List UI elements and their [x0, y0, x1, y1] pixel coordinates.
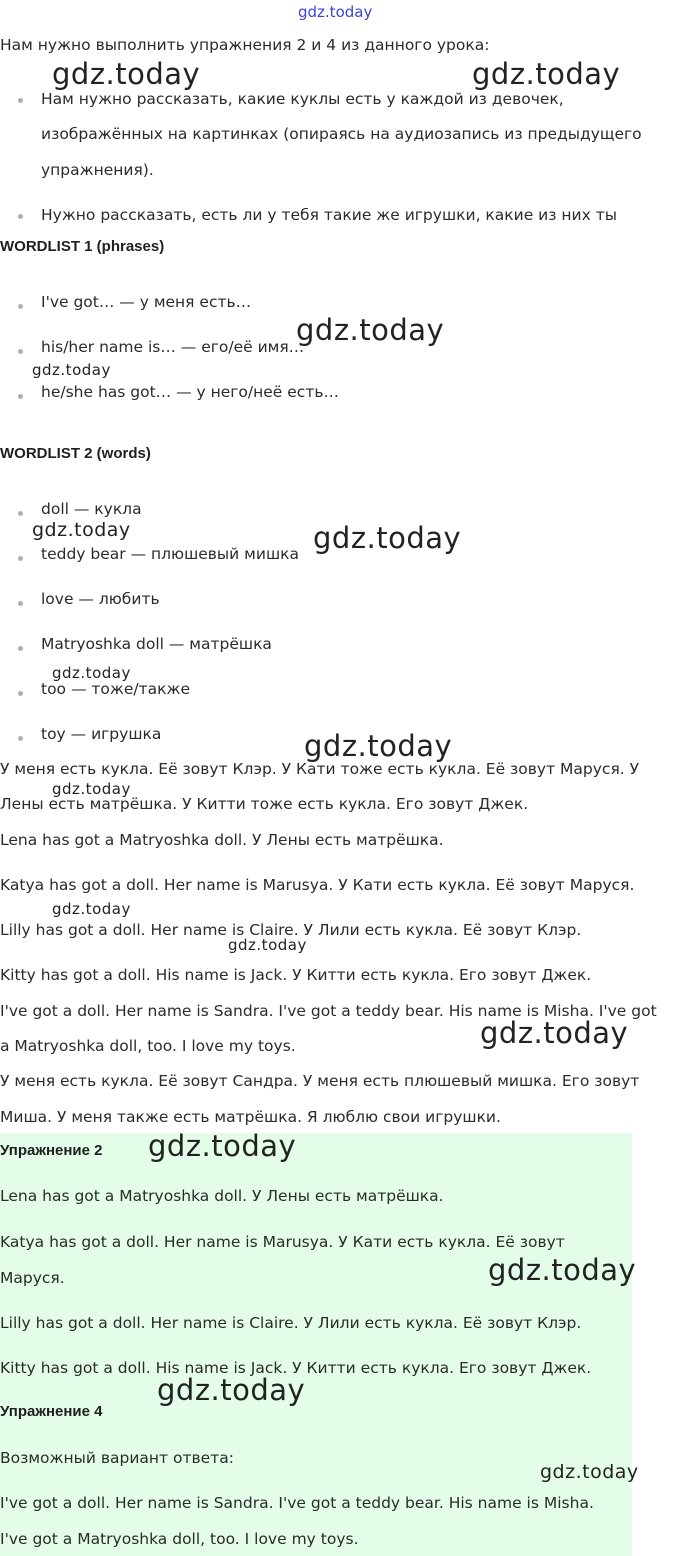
exercise-2-line: Lena has got a Matryoshka doll. У Лены есть матрёшка.: [0, 1187, 444, 1205]
watermark: gdz.today: [148, 1129, 297, 1163]
exercise-4-intro: Возможный вариант ответа:: [0, 1449, 234, 1467]
task-1-line-1: Нам нужно рассказать, какие куклы есть у каждой из девочек,: [41, 90, 564, 108]
wordlist1-item: I've got… — у меня есть…: [41, 293, 252, 311]
wordlist1-item: his/her name is… — его/её имя…: [41, 338, 305, 356]
body-line: Lilly has got a doll. Her name is Claire. У Лили есть кукла. Её зовут Клэр.: [0, 921, 582, 939]
bullet-icon: [18, 691, 23, 696]
watermark: gdz.today: [472, 57, 621, 91]
bullet-icon: [18, 98, 23, 103]
bullet-icon: [18, 556, 23, 561]
wordlist2-item: too — тоже/также: [41, 680, 191, 698]
site-watermark-link[interactable]: gdz.today: [298, 3, 373, 21]
watermark: gdz.today: [157, 1373, 306, 1407]
exercise-2-line: Kitty has got a doll. His name is Jack. У Китти есть кукла. Его зовут Джек.: [0, 1359, 592, 1377]
watermark: gdz.today: [540, 1461, 639, 1483]
exercise-4-line: I've got a Matryoshka doll, too. I love my toys.: [0, 1530, 359, 1548]
body-line: Lena has got a Matryoshka doll. У Лены есть матрёшка.: [0, 831, 444, 849]
bullet-icon: [18, 646, 23, 651]
task-1-line-2: изображённых на картинках (опираясь на аудиозапись из предыдущего: [41, 125, 642, 143]
bullet-icon: [18, 349, 23, 354]
wordlist2-title: WORDLIST 2 (words): [0, 445, 151, 462]
body-line: Katya has got a doll. Her name is Marusya. У Кати есть кукла. Её зовут Маруся.: [0, 876, 635, 894]
intro-text: Нам нужно выполнить упражнения 2 и 4 из данного урока:: [0, 36, 490, 54]
watermark: gdz.today: [480, 1016, 629, 1050]
body-line: Миша. У меня также есть матрёшка. Я люблю свои игрушки.: [0, 1108, 501, 1126]
bullet-icon: [18, 214, 23, 219]
watermark: gdz.today: [32, 519, 131, 541]
wordlist2-item: toy — игрушка: [41, 725, 162, 743]
bullet-icon: [18, 601, 23, 606]
wordlist2-item: Matryoshka doll — матрёшка: [41, 635, 272, 653]
body-line: Kitty has got a doll. His name is Jack. У Китти есть кукла. Его зовут Джек.: [0, 966, 592, 984]
wordlist1-item: he/she has got… — у него/неё есть…: [41, 383, 339, 401]
body-line: У меня есть кукла. Её зовут Сандра. У меня есть плюшевый мишка. Его зовут: [0, 1072, 640, 1090]
body-line: a Matryoshka doll, too. I love my toys.: [0, 1037, 296, 1055]
wordlist2-item: love — любить: [41, 590, 160, 608]
watermark: gdz.today: [32, 361, 111, 379]
exercise-2-title: Упражнение 2: [0, 1142, 103, 1159]
bullet-icon: [18, 736, 23, 741]
bullet-icon: [18, 304, 23, 309]
watermark: gdz.today: [52, 900, 131, 918]
exercise-4-title: Упражнение 4: [0, 1403, 103, 1420]
bullet-icon: [18, 511, 23, 516]
watermark: gdz.today: [228, 936, 307, 954]
exercise-4-line: I've got a doll. Her name is Sandra. I've got a teddy bear. His name is Misha.: [0, 1494, 594, 1512]
exercise-2-line: Lilly has got a doll. Her name is Claire. У Лили есть кукла. Её зовут Клэр.: [0, 1314, 582, 1332]
watermark: gdz.today: [52, 57, 201, 91]
task-2-line-1: Нужно рассказать, есть ли у тебя такие же игрушки, какие из них ты: [41, 206, 617, 224]
watermark: gdz.today: [296, 313, 445, 347]
watermark: gdz.today: [52, 780, 131, 798]
watermark: gdz.today: [313, 521, 462, 555]
bullet-icon: [18, 394, 23, 399]
body-line: I've got a doll. Her name is Sandra. I've got a teddy bear. His name is Misha. I've got: [0, 1002, 657, 1020]
wordlist1-title: WORDLIST 1 (phrases): [0, 238, 165, 255]
wordlist2-item: teddy bear — плюшевый мишка: [41, 545, 299, 563]
body-line: Лены есть матрёшка. У Китти тоже есть кукла. Его зовут Джек.: [0, 795, 529, 813]
exercise-2-line: Маруся.: [0, 1269, 65, 1287]
body-line: У меня есть кукла. Её зовут Клэр. У Кати тоже есть кукла. Её зовут Маруся. У: [0, 760, 640, 778]
task-1-line-3: упражнения).: [41, 161, 154, 179]
wordlist2-item: doll — кукла: [41, 500, 142, 518]
watermark: gdz.today: [488, 1253, 637, 1287]
watermark: gdz.today: [304, 729, 453, 763]
exercise-2-line: Katya has got a doll. Her name is Marusya. У Кати есть кукла. Её зовут: [0, 1233, 565, 1251]
watermark: gdz.today: [52, 664, 131, 682]
